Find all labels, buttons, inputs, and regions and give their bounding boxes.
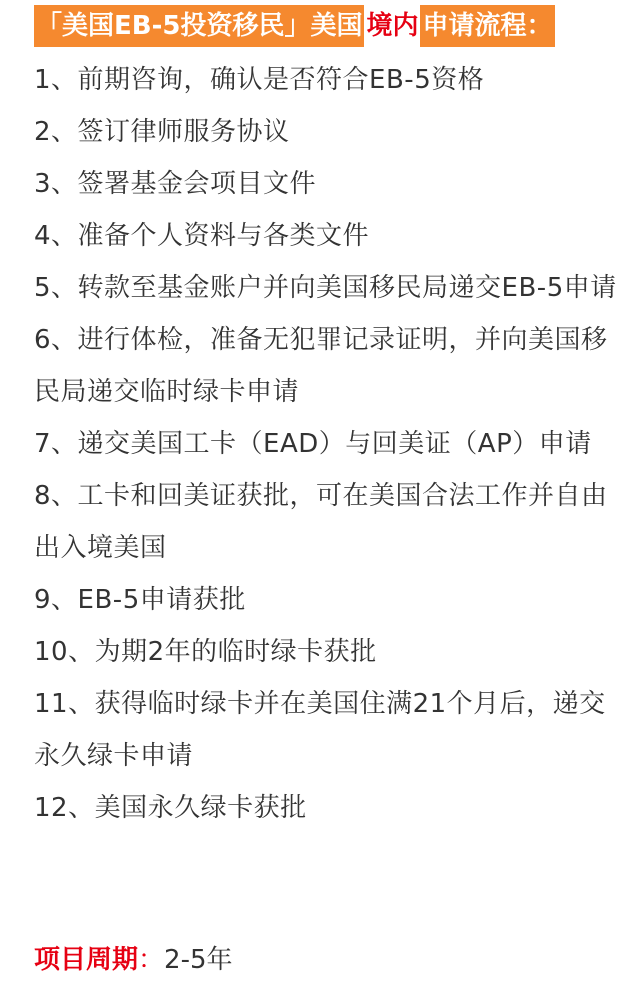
title-part-1: 「美国EB-5投资移民」美国 xyxy=(34,5,364,47)
step-item-9: 9、EB-5申请获批 xyxy=(34,585,246,615)
step-item-3: 3、签署基金会项目文件 xyxy=(34,169,317,199)
step-item-11: 11、获得临时绿卡并在美国住满21个月后，递交永久绿卡申请 xyxy=(34,689,606,771)
process-title-banner xyxy=(34,5,555,47)
duration-separator: ： xyxy=(138,945,165,975)
step-item-10: 10、为期2年的临时绿卡获批 xyxy=(34,637,377,667)
step-item-12: 12、美国永久绿卡获批 xyxy=(34,793,307,823)
step-item-7: 7、递交美国工卡（EAD）与回美证（AP）申请 xyxy=(34,429,592,459)
duration-value: 2-5年 xyxy=(164,945,233,975)
step-item-5: 5、转款至基金账户并向美国移民局递交EB-5申请 xyxy=(34,273,617,303)
step-item-4: 4、准备个人资料与各类文件 xyxy=(34,221,370,251)
step-item-6: 6、进行体检，准备无犯罪记录证明，并向美国移民局递交临时绿卡申请 xyxy=(34,325,608,407)
process-steps-list xyxy=(34,54,619,834)
duration-label: 项目周期 xyxy=(34,945,139,975)
project-duration xyxy=(34,934,233,986)
title-part-2: 申请流程： xyxy=(420,5,554,47)
step-item-8: 8、工卡和回美证获批，可在美国合法工作并自由出入境美国 xyxy=(34,481,608,563)
title-highlight: 境内 xyxy=(364,5,420,47)
step-item-1: 1、前期咨询，确认是否符合EB-5资格 xyxy=(34,65,485,95)
step-item-2: 2、签订律师服务协议 xyxy=(34,117,290,147)
